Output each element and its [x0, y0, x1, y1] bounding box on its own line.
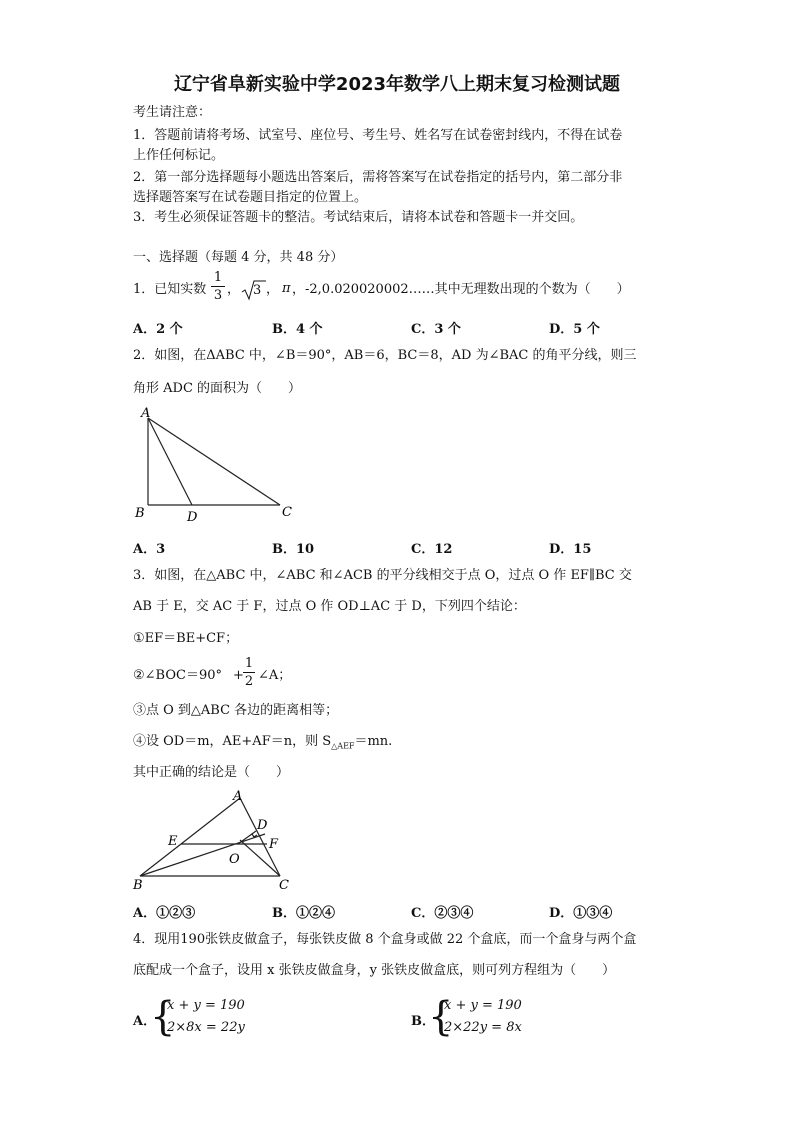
q3-label-f: F [269, 837, 279, 852]
q3-option-c[interactable]: C．②③④ [411, 906, 474, 921]
q4-option-b-eq1: x + y = 190 [444, 998, 522, 1013]
q1-option-c[interactable]: C．3 个 [411, 322, 461, 337]
notice-line: 2．第一部分选择题每小题选出答案后，需将答案写在试卷指定的括号内，第二部分非 [133, 170, 623, 185]
q3-option-a[interactable]: A．①②③ [133, 906, 196, 921]
q3-label-b: B [133, 878, 143, 893]
q3-option-b[interactable]: B．①②④ [272, 906, 335, 921]
notice-heading: 考生请注意： [133, 105, 212, 120]
brace-icon: { [150, 994, 176, 1040]
q1-sep: ， [227, 282, 241, 297]
fraction-numerator: 1 [213, 270, 223, 285]
q3-line: 3．如图，在△ABC 中，∠ABC 和∠ACB 的平分线相交于点 O，过点 O 作 EF∥BC 交 [133, 568, 632, 583]
q3-conclusion-3: ③点 O 到△ABC 各边的距离相等； [133, 703, 339, 718]
q1-prefix: 1．已知实数 [133, 282, 207, 297]
fraction-numerator: 1 [244, 656, 254, 671]
q2-label-b: B [135, 506, 145, 521]
q3-conclusion-4-prefix: ④设 OD＝m，AE+AF＝n，则 S [133, 734, 332, 749]
notice-line: 选择题答案写在试卷题目指定的位置上。 [133, 190, 368, 205]
q3-label-d: D [257, 818, 268, 833]
section-heading: 一、选择题（每题 4 分，共 48 分） [133, 250, 344, 265]
notice-line: 3．考生必须保证答题卡的整洁。考试结束后，请将本试卷和答题卡一并交回。 [133, 210, 584, 225]
q2-option-a[interactable]: A．3 [133, 542, 166, 557]
q4-line: 底配成一个盒子，设用 x 张铁皮做盒身，y 张铁皮做盒底，则可列方程组为（ ） [133, 963, 616, 978]
q1-sep: ， [266, 282, 280, 297]
q3-conclusion-2-suffix: ∠A； [258, 668, 292, 683]
brace-icon: { [428, 994, 454, 1040]
q2-label-c: C [282, 505, 292, 520]
q3-line: AB 于 E，交 AC 于 F，过点 O 作 OD⊥AC 于 D，下列四个结论： [133, 599, 526, 614]
q3-conclusion-1: ①EF＝BE+CF； [133, 631, 239, 646]
q1-option-b[interactable]: B．4 个 [272, 322, 323, 337]
q3-conclusion-2-prefix: ②∠BOC＝90° [133, 668, 222, 683]
q3-question: 其中正确的结论是（ ） [133, 765, 290, 780]
q2-triangle-figure [130, 404, 300, 526]
q3-label-o: O [229, 852, 240, 867]
q2-label-d: D [187, 510, 198, 525]
q3-label-e: E [168, 834, 178, 849]
q4-option-b-eq2: 2×22y = 8x [444, 1020, 522, 1035]
notice-line: 1．答题前请将考场、试室号、座位号、考生号、姓名写在试卷密封线内，不得在试卷 [133, 128, 623, 143]
q3-conclusion-2-plus: + [233, 668, 244, 683]
q2-line: 角形 ADC 的面积为（ ） [133, 381, 302, 396]
q3-label-c: C [279, 878, 289, 893]
q1-option-d[interactable]: D．5 个 [549, 322, 600, 337]
q2-option-d[interactable]: D．15 [549, 542, 592, 557]
q1-pi: π [282, 281, 291, 296]
page-title: 辽宁省阜新实验中学2023年数学八上期末复习检测试题 [173, 74, 621, 95]
q3-triangle-figure [130, 786, 300, 894]
q2-label-a: A [141, 406, 151, 421]
q2-line: 2．如图，在ΔABC 中，∠B＝90°，AB＝6，BC＝8，AD 为∠BAC 的角平分线，则三 [133, 348, 637, 363]
q4-option-a-label[interactable]: A． [133, 1014, 157, 1029]
q1-rest: ，-2,0.020020002……其中无理数出现的个数为（ ） [292, 282, 630, 297]
fraction-denominator: 2 [244, 674, 254, 689]
q4-option-a-eq1: x + y = 190 [167, 998, 245, 1013]
q3-conclusion-4 [133, 734, 392, 755]
q4-line: 4．现用190张铁皮做盒子，每张铁皮做 8 个盒身或做 22 个盒底，而一个盒身与两个盒 [133, 932, 637, 947]
q3-label-a: A [233, 789, 243, 804]
q3-option-d[interactable]: D．①③④ [549, 906, 613, 921]
notice-line: 上作任何标记。 [133, 148, 225, 163]
q1-fraction [211, 270, 225, 303]
q4-option-a-eq2: 2×8x = 22y [167, 1020, 245, 1035]
q2-option-b[interactable]: B．10 [272, 542, 315, 557]
q3-conclusion-4-suffix: ＝mn. [354, 734, 393, 749]
q4-option-b-label[interactable]: B． [411, 1014, 435, 1029]
q3-fraction [243, 656, 255, 689]
q1-option-a[interactable]: A．2 个 [133, 322, 183, 337]
q3-conclusion-4-sub: △AEF [331, 741, 355, 751]
q2-option-c[interactable]: C．12 [411, 542, 453, 557]
q1-sqrt-value: 3 [253, 283, 262, 298]
fraction-denominator: 3 [213, 288, 223, 303]
